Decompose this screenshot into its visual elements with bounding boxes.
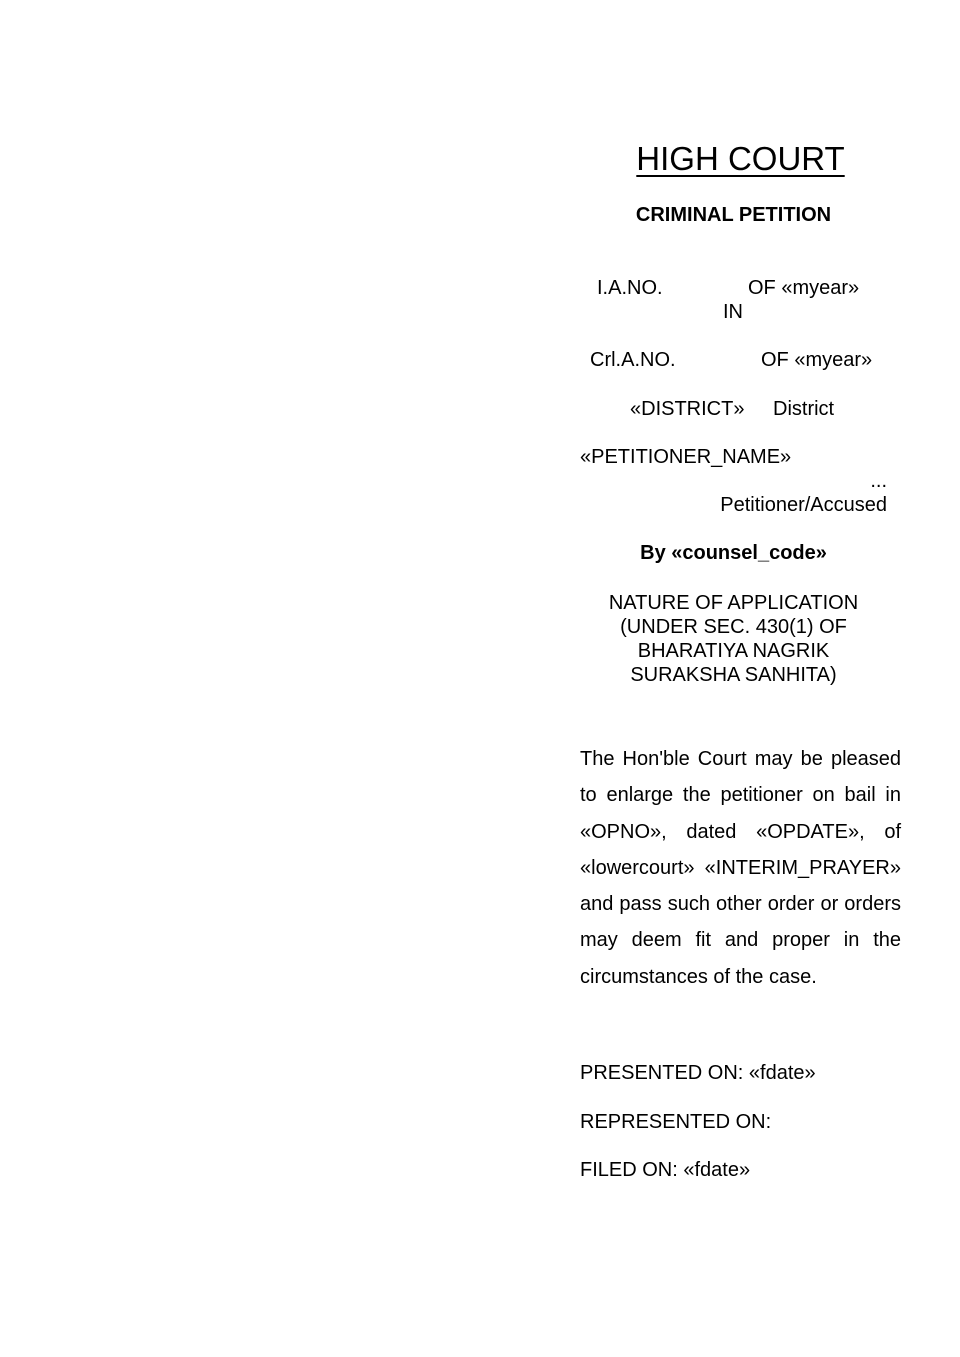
page-title: HIGH COURT <box>636 140 845 177</box>
ia-year: OF «myear» <box>748 277 860 299</box>
petitioner-role: Petitioner/Accused <box>720 494 887 516</box>
presented-on: PRESENTED ON: «fdate» <box>580 1062 816 1084</box>
district-label: District <box>773 398 835 420</box>
petitioner-name: «PETITIONER_NAME» <box>580 446 792 468</box>
prayer-paragraph: The Hon'ble Court may be pleased to enlarge the petitioner on bail in «OPNO», dated «OPDATE», of «lowercourt» «INTERIM_PRAYER» and pass such other order or orders may deem fit and proper in the circumstances of the case. <box>580 748 901 988</box>
crl-appeal-year: OF «myear» <box>761 349 873 371</box>
crl-appeal-number-label: Crl.A.NO. <box>590 349 676 371</box>
petition-type: CRIMINAL PETITION <box>635 204 832 226</box>
counsel-line: By «counsel_code» <box>640 542 827 564</box>
represented-on: REPRESENTED ON: <box>580 1111 772 1133</box>
in-label: IN <box>723 301 743 323</box>
filed-on: FILED ON: «fdate» <box>580 1159 751 1181</box>
district-field: «DISTRICT» <box>630 398 745 420</box>
nature-of-application: NATURE OF APPLICATION (UNDER SEC. 430(1) OF BHARATIYA NAGRIK SURAKSHA SANHITA) <box>608 592 859 686</box>
petitioner-ellipsis: ... <box>870 470 887 492</box>
ia-number-label: I.A.NO. <box>597 277 663 299</box>
